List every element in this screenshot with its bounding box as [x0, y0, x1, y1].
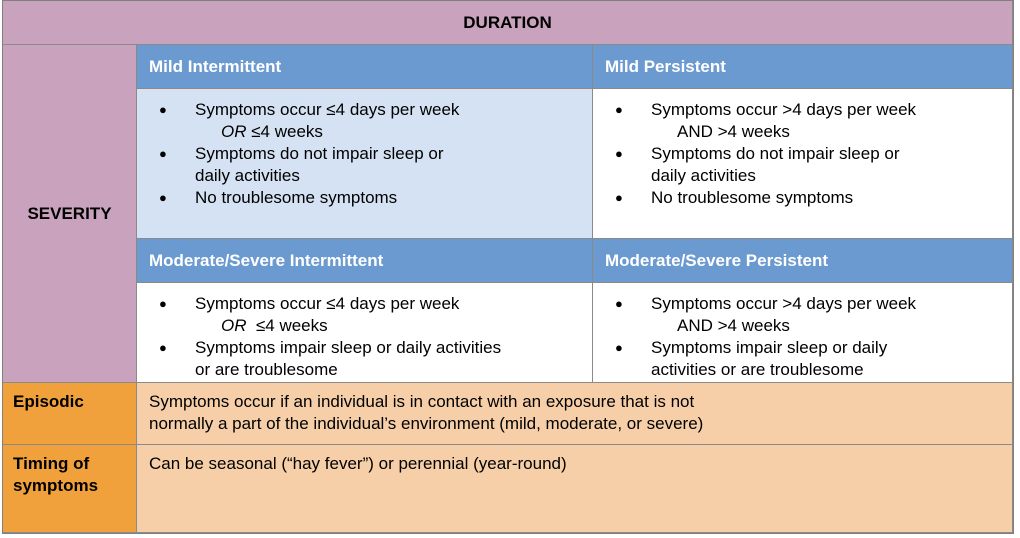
timing-label [3, 445, 137, 533]
item-text: Symptoms impair sleep or daily activities [195, 338, 502, 357]
mild-persistent-header [593, 45, 1013, 89]
list-item [615, 293, 1012, 337]
item-text-continued: AND >4 weeks [677, 316, 790, 335]
timing-description [137, 445, 1013, 533]
item-text-rest: ≤4 weeks [246, 316, 328, 335]
severity-label-text: SEVERITY [27, 203, 112, 223]
item-text: No troublesome symptoms [195, 188, 398, 207]
moderate-severe-intermittent-header [137, 239, 593, 283]
moderate-severe-persistent-list [593, 293, 1012, 381]
item-text: Symptoms impair sleep or daily [651, 338, 888, 357]
item-text-continued [195, 121, 592, 143]
mild-persistent-title: Mild Persistent [605, 56, 726, 76]
list-item [615, 187, 1012, 209]
item-text: Symptoms do not impair sleep or [651, 144, 900, 163]
item-text-continued: daily activities [195, 166, 300, 185]
episodic-line-1: Symptoms occur if an individual is in contact with an exposure that is not [149, 392, 695, 411]
or-emphasis: OR [221, 316, 247, 335]
bullet-icon: ● [159, 340, 167, 355]
moderate-severe-intermittent-title: Moderate/Severe Intermittent [149, 250, 384, 270]
list-item [159, 143, 592, 187]
item-text-continued: activities or are troublesome [651, 360, 864, 379]
moderate-severe-persistent-title: Moderate/Severe Persistent [605, 250, 828, 270]
list-item [615, 99, 1012, 143]
item-text-rest: ≤4 weeks [246, 122, 323, 141]
item-text-continued: or are troublesome [195, 360, 338, 379]
item-text: Symptoms occur ≤4 days per week [195, 294, 460, 313]
bullet-icon: ● [159, 296, 167, 311]
list-item [159, 293, 592, 337]
mild-intermittent-header [137, 45, 593, 89]
mild-intermittent-title: Mild Intermittent [149, 56, 282, 76]
item-text: No troublesome symptoms [651, 188, 854, 207]
mild-persistent-list [593, 99, 1012, 209]
episodic-line-2: normally a part of the individual’s environment (mild, moderate, or severe) [149, 414, 704, 433]
or-emphasis: OR [221, 122, 247, 141]
classification-table [2, 0, 1014, 534]
mild-persistent-body [593, 89, 1013, 239]
moderate-severe-intermittent-body [137, 283, 593, 383]
timing-label-line-2: symptoms [13, 476, 99, 495]
list-item [159, 99, 592, 143]
bullet-icon: ● [615, 340, 623, 355]
item-text: Symptoms do not impair sleep or [195, 144, 444, 163]
bullet-icon: ● [159, 190, 167, 205]
bullet-icon: ● [615, 296, 623, 311]
episodic-description [137, 383, 1013, 445]
timing-label-line-1: Timing of [13, 454, 90, 473]
item-text: Symptoms occur ≤4 days per week [195, 100, 460, 119]
list-item [615, 337, 1012, 381]
bullet-icon: ● [159, 146, 167, 161]
duration-header [3, 1, 1013, 45]
item-text-continued: AND >4 weeks [677, 122, 790, 141]
moderate-severe-intermittent-list [137, 293, 592, 381]
list-item [159, 187, 592, 209]
bullet-icon: ● [615, 146, 623, 161]
severity-label [3, 45, 137, 383]
list-item [615, 143, 1012, 187]
item-text: Symptoms occur >4 days per week [651, 294, 917, 313]
mild-intermittent-body [137, 89, 593, 239]
episodic-label [3, 383, 137, 445]
mild-intermittent-list [137, 99, 592, 209]
timing-text: Can be seasonal (“hay fever”) or perennial (year-round) [149, 454, 567, 473]
moderate-severe-persistent-header [593, 239, 1013, 283]
episodic-label-text: Episodic [13, 392, 84, 411]
item-text-continued [195, 315, 592, 337]
bullet-icon: ● [615, 190, 623, 205]
duration-header-text: DURATION [463, 12, 552, 32]
bullet-icon: ● [615, 102, 623, 117]
item-text-continued: daily activities [651, 166, 756, 185]
moderate-severe-persistent-body [593, 283, 1013, 383]
list-item [159, 337, 592, 381]
bullet-icon: ● [159, 102, 167, 117]
item-text: Symptoms occur >4 days per week [651, 100, 917, 119]
